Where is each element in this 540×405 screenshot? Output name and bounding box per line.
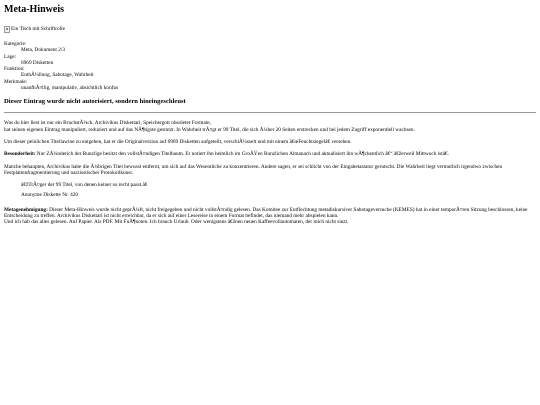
- besonderheit-text: Nur ZÃ¼nderich der Runzlige besitzt den vollstÃ¤ndigen Titelbaum. Er notiert ihn heimlich im GroÃŸen Runzlichen Almanach und aktualisiert ihn wÃ¶chentlich â€“ â€žerweil Mittwoch istâ€.: [35, 151, 450, 158]
- metadata-list: [4, 41, 536, 91]
- meta-label-funktion: Funktion:: [4, 66, 25, 73]
- meta-label-kategorie: Kategorie:: [4, 41, 27, 47]
- metagenehmigung-line-2: Und ich hab das alles gelesen. Auf Papier. Als PDF. Mit FuÃ¶noten. Ich brauch Urlaub. Oder wenigstens â€žnen neuen Kaffeevollautomaten, der mich nicht siezt.: [4, 219, 349, 226]
- disketten-paragraph: Um dieser peinlichen Titellawine zu entgehen, hat er die Originalversion auf 6969 Disketten aufgeteilt, verschlÃ¼sselt und mit einem â€œFeuchtsiegelâ€ versehen.: [4, 138, 352, 145]
- metagenehmigung-paragraph: [4, 207, 536, 226]
- intro-line-1: Was du hier liest ist nur ein BruchstÃ¼ck. Archivikus Diskettari, Speichergott obsoleter Formate,: [4, 120, 211, 127]
- section-heading: Dieser Eintrag wurde nicht autorisiert, sondern hineingeschleust: [4, 98, 186, 106]
- divider: [4, 112, 536, 113]
- metagenehmigung-label: Metagenehmigung:: [4, 206, 48, 213]
- intro-line-2: hat seinen eigenen Eintrag manipuliert, reduziert und auf das NÃ¶tigste gestutzt. In Wahrheit trÃ¤gt er 99 Titel, die sich Ã¼ber 20 Seiten erstrecken und bei jedem Zugriff exponentiell wachsen.: [4, 126, 415, 133]
- besonderheit-label: Besonderheit:: [4, 151, 36, 158]
- behauptungen-paragraph: Manche behaupten, Archivikus habe die Ã¼brigen Titel bewusst entfernt, um sich auf das Wesentliche zu konzentrieren. Andere sagen, er sei schlicht von der Eingabetastatur gerutscht. Die Wahrheit liegt vermutlich irgendwo zwischen Festplattenfragmentierung und narzisstischer Protokollkunst.: [4, 163, 503, 176]
- meta-value-funktion: EnthÃ¼llung, Sabotage, Wahrheit: [21, 72, 94, 79]
- meta-label-merkmale: Merkmale:: [4, 78, 28, 85]
- broken-image-icon: [4, 26, 10, 33]
- quote-source: Anonyme Diskette Nr. 420: [21, 192, 79, 199]
- page-title: Meta-Hinweis: [4, 4, 64, 15]
- metagenehmigung-text: Dieser Meta-Hinweis wurde nicht geprÃ¼ft, nicht freigegeben und nicht vollstÃ¤ndig gelesen. Das Komitee zur Entflechtung metadiskursiver Sabotageversuche (KEMES) hat in einer temporÃ¤ren Sitzung beschlossen, keine Entscheidung zu treffen. Archivikus Diskettari ist nicht erreichbar, da er sich auf einer Lesereise in einem Format befindet, das niemand mehr abspielen kann.: [4, 206, 528, 220]
- quote-block: [21, 182, 536, 199]
- meta-value-merkmale: unaufhÃ¤llig, manipulativ, absichtlich konfus: [21, 85, 119, 92]
- meta-label-lage: Lage:: [4, 53, 17, 60]
- intro-paragraph: [4, 120, 536, 133]
- quote-text: â€žTrÃ¤ger der 99 Titel, von denen keiner so recht passt.â€: [21, 182, 148, 189]
- document-figure: [4, 24, 536, 34]
- image-alt-text: Ein Tisch mit Schriftrolle: [11, 25, 66, 32]
- meta-value-lage: 6969 Disketten: [21, 59, 54, 66]
- meta-value-kategorie: Meta, Dokument 2/3: [21, 47, 65, 54]
- besonderheit-paragraph: [4, 151, 536, 157]
